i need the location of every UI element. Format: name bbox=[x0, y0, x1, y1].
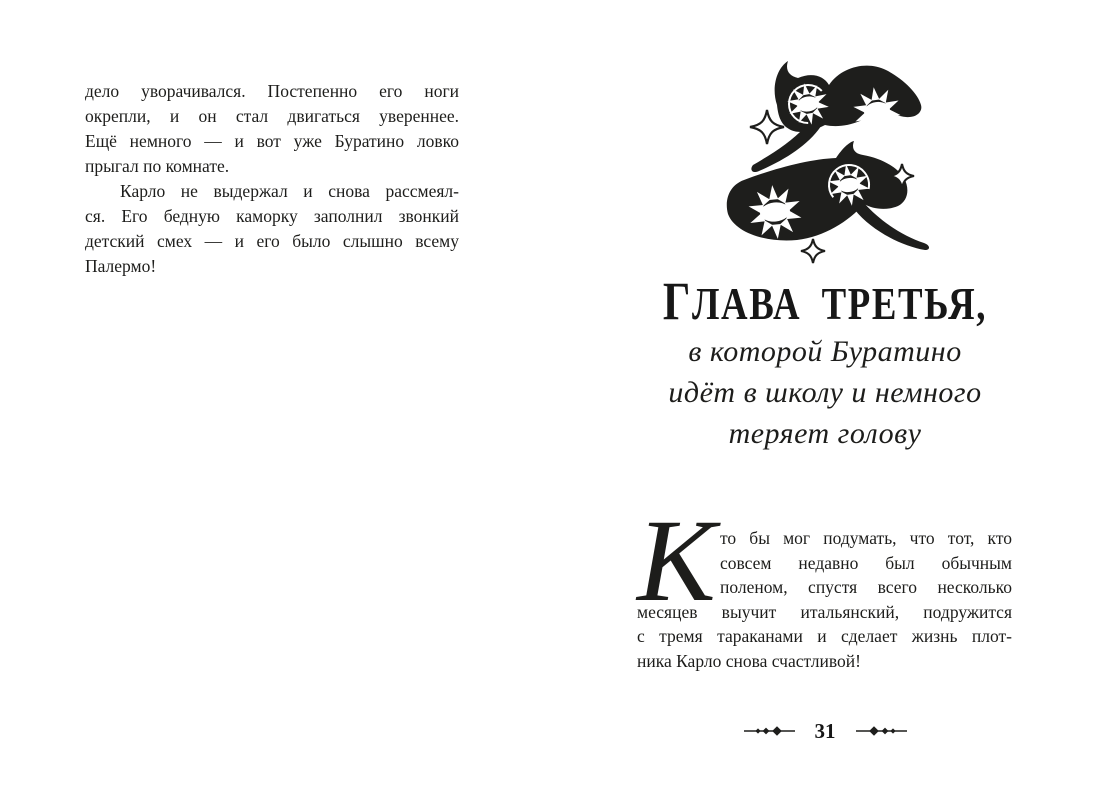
top-mask bbox=[775, 61, 922, 132]
left-page-paragraph-2 bbox=[85, 179, 459, 279]
page-footer bbox=[550, 720, 1100, 742]
bottom-mask-handle bbox=[855, 202, 929, 250]
text-line: с тремя тараканами и сделает жизнь плот- bbox=[637, 626, 1012, 646]
text-line: идёт в школу и немного bbox=[668, 376, 982, 409]
footer-ornament-left bbox=[744, 725, 795, 737]
text-line: дело уворачивался. Постепенно его ноги bbox=[85, 81, 459, 101]
text-line: окрепли, и он стал двигаться увереннее. bbox=[85, 106, 459, 126]
right-page bbox=[550, 0, 1100, 797]
text-line: Палермо! bbox=[85, 256, 157, 276]
text-line: Карло не выдержал и снова рассмеял- bbox=[120, 181, 459, 201]
text-line: месяцев выучит итальянский, подружится bbox=[637, 601, 1012, 622]
text-line: Ещё немного — и вот уже Буратино ловко bbox=[85, 131, 459, 151]
text-line: поленом, спустя всего несколько bbox=[720, 577, 1012, 597]
footer-ornament-right bbox=[856, 725, 907, 737]
carnival-masks-illustration bbox=[725, 58, 937, 265]
text-line: детский смех — и его было слышно всему bbox=[85, 231, 459, 251]
text-line: в которой Буратино bbox=[688, 335, 962, 368]
text-line: то бы мог подумать, что тот, кто bbox=[720, 528, 1012, 548]
text-line: теряет голову bbox=[728, 417, 922, 450]
drop-cap: К bbox=[637, 495, 716, 626]
page-number: 31 bbox=[814, 719, 836, 743]
chapter-opening-paragraph bbox=[637, 495, 1012, 673]
chapter-subtitle bbox=[550, 331, 1100, 454]
text-line: прыгал по комнате. bbox=[85, 156, 230, 176]
sparkle-icon bbox=[801, 239, 825, 263]
text-line: ся. Его бедную каморку заполнил звонкий bbox=[85, 206, 459, 226]
text-line: ника Карло снова счастливой! bbox=[637, 650, 861, 671]
chapter-title: ГЛАВА ТРЕТЬЯ, bbox=[662, 271, 988, 331]
text-line: совсем недавно был обычным bbox=[720, 552, 1012, 573]
left-page-paragraph-1 bbox=[85, 79, 459, 179]
